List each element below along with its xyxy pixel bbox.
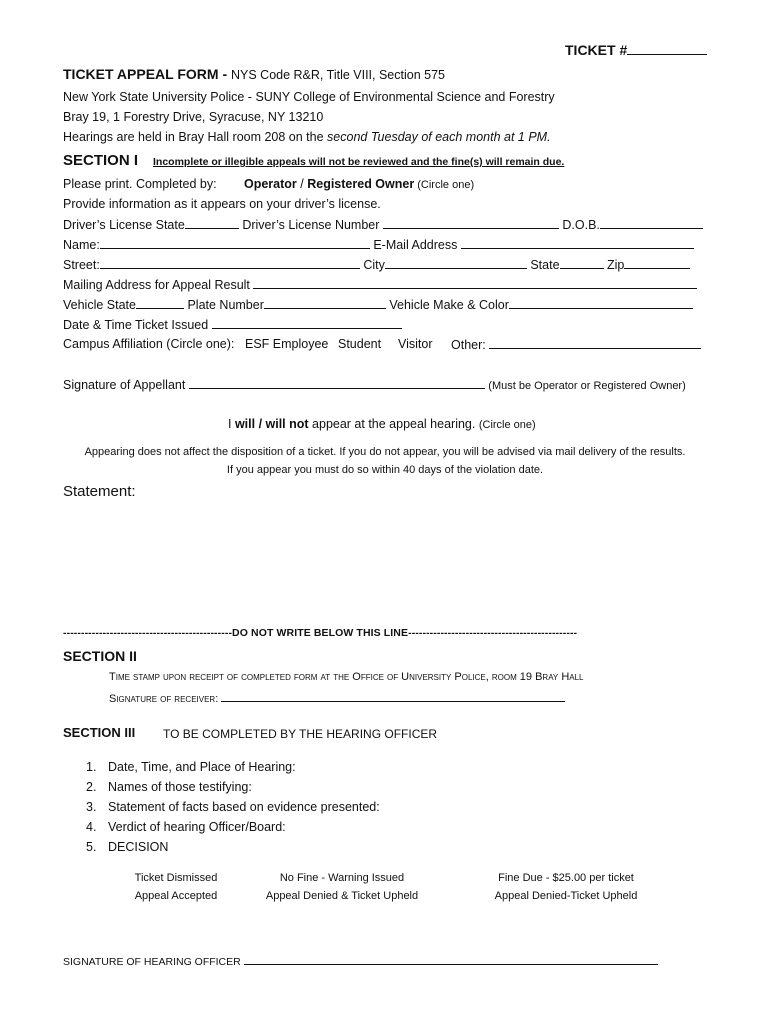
divider-dashes-right: ----------------------------------------------- (408, 627, 578, 639)
city-label: City (363, 258, 385, 272)
statement-area[interactable] (63, 505, 703, 615)
print-label: Please print. Completed by: (63, 177, 217, 191)
ticket-number-line (627, 43, 707, 55)
state-field[interactable] (560, 257, 604, 269)
officer-signature-row (63, 953, 658, 968)
receiver-signature-row (109, 690, 565, 705)
name-field[interactable] (100, 237, 370, 249)
email-label: E-Mail Address (373, 238, 458, 252)
hearing-item-4: 4. Verdict of hearing Officer/Board: (86, 820, 286, 834)
affiliation-esf-employee[interactable]: ESF Employee (245, 337, 329, 351)
hearing-item-3: 3. Statement of facts based on evidence presented: (86, 800, 380, 814)
officer-signature-field[interactable] (244, 953, 658, 965)
hearings-schedule: second Tuesday of each month at 1 PM. (327, 130, 551, 144)
street-label: Street: (63, 258, 100, 272)
date-time-row (63, 317, 402, 332)
section-1-warning: Incomplete or illegible appeals will not be reviewed and the fine(s) will remain due. (153, 156, 565, 168)
name-row (63, 237, 694, 252)
time-stamp-text: Time stamp upon receipt of completed form at the Office of University Police, room 19 Bray Hall (109, 671, 584, 683)
section-3-heading: SECTION III (63, 725, 136, 740)
appear-rest: appear at the appeal hearing. (308, 417, 479, 431)
hearing-item-2: 2. Names of those testifying: (86, 780, 252, 794)
date-time-field[interactable] (212, 317, 402, 329)
dl-number-field[interactable] (383, 217, 559, 229)
street-field[interactable] (100, 257, 360, 269)
email-field[interactable] (461, 237, 694, 249)
hearing-item-text: DECISION (108, 840, 169, 854)
affiliation-other (451, 337, 701, 352)
header-line-1: New York State University Police - SUNY College of Environmental Science and Forestry (63, 90, 555, 104)
decision-denied-ticket-upheld[interactable]: Appeal Denied-Ticket Upheld (494, 890, 638, 902)
city-field[interactable] (385, 257, 527, 269)
dob-field[interactable] (600, 217, 703, 229)
section-1-heading: SECTION I (63, 152, 139, 169)
hearing-item-1: 1. Date, Time, and Place of Hearing: (86, 760, 296, 774)
decision-fine-due[interactable]: Fine Due - $25.00 per ticket (498, 872, 634, 884)
ticket-number-field[interactable] (565, 42, 707, 58)
date-time-label: Date & Time Ticket Issued (63, 318, 209, 332)
hearing-item-text: Statement of facts based on evidence presented: (108, 800, 380, 814)
completed-by-options[interactable] (244, 177, 474, 191)
operator-option[interactable]: Operator (244, 177, 297, 191)
provide-info-text: Provide information as it appears on your driver’s license. (63, 197, 381, 211)
dob-label: D.O.B. (562, 218, 600, 232)
state-label: State (530, 258, 560, 272)
hearings-text: Hearings are held in Bray Hall room 208 on the (63, 130, 328, 144)
appearing-note-2: If you appear you must do so within 40 days of the violation date. (226, 464, 544, 476)
hearing-item-text: Date, Time, and Place of Hearing: (108, 760, 296, 774)
appellant-signature-note: (Must be Operator or Registered Owner) (488, 380, 686, 392)
appear-circle-note: (Circle one) (478, 419, 536, 431)
appearance-choice[interactable] (228, 417, 536, 431)
appellant-signature-row (63, 377, 686, 392)
mailing-address-label: Mailing Address for Appeal Result (63, 278, 250, 292)
appearing-note-1: Appearing does not affect the disposition of a ticket. If you do not appear, you will be advised via mail delivery of the results. (84, 446, 686, 458)
vehicle-make-color-label: Vehicle Make & Color (389, 298, 509, 312)
plate-number-field[interactable] (264, 297, 386, 309)
dl-number-label: Driver’s License Number (242, 218, 380, 232)
divider-dashes-left: ----------------------------------------------- (63, 627, 233, 639)
dl-state-field[interactable] (185, 217, 239, 229)
completed-by-row (63, 177, 217, 191)
decision-no-fine[interactable]: No Fine - Warning Issued (279, 872, 405, 884)
appear-prefix: I (228, 417, 235, 431)
do-not-write-divider (63, 627, 577, 639)
vehicle-make-color-field[interactable] (509, 297, 693, 309)
decision-dismissed[interactable]: Ticket Dismissed (134, 872, 218, 884)
hearing-item-text: Names of those testifying: (108, 780, 252, 794)
registered-owner-option[interactable]: Registered Owner (307, 177, 415, 191)
mailing-address-row (63, 277, 697, 292)
officer-signature-label: SIGNATURE OF HEARING OFFICER (63, 956, 241, 968)
plate-number-label: Plate Number (187, 298, 264, 312)
dl-state-label: Driver’s License State (63, 218, 185, 232)
appellant-signature-label: Signature of Appellant (63, 378, 186, 392)
divider-text: DO NOT WRITE BELOW THIS LINE (232, 627, 409, 639)
affiliation-visitor[interactable]: Visitor (398, 337, 433, 351)
section-2-heading: SECTION II (63, 648, 137, 664)
decision-denied-upheld[interactable]: Appeal Denied & Ticket Upheld (265, 890, 419, 902)
ticket-number-label: TICKET # (565, 42, 628, 58)
mailing-address-field[interactable] (253, 277, 697, 289)
affiliation-other-field[interactable] (489, 337, 701, 349)
receiver-signature-label: Signature of receiver: (109, 693, 219, 705)
campus-affiliation-label: Campus Affiliation (Circle one): (63, 337, 235, 351)
street-row (63, 257, 690, 272)
form-title-code: NYS Code R&R, Title VIII, Section 575 (231, 68, 445, 82)
affiliation-student[interactable]: Student (338, 337, 382, 351)
zip-label: Zip (607, 258, 625, 272)
form-title-main: TICKET APPEAL FORM - (63, 66, 231, 82)
vehicle-row (63, 297, 693, 312)
header-line-2: Bray 19, 1 Forestry Drive, Syracuse, NY 13210 (63, 110, 324, 124)
will-will-not-option[interactable]: will / will not (234, 417, 309, 431)
drivers-license-row (63, 217, 703, 232)
circle-one-note: (Circle one) (414, 179, 475, 191)
hearings-info (63, 130, 551, 144)
hearing-item-5: 5. DECISION (86, 840, 169, 854)
vehicle-state-field[interactable] (136, 297, 184, 309)
statement-label: Statement: (63, 483, 136, 500)
option-separator: / (296, 177, 308, 191)
vehicle-state-label: Vehicle State (63, 298, 136, 312)
name-label: Name: (63, 238, 100, 252)
hearing-item-text: Verdict of hearing Officer/Board: (108, 820, 286, 834)
section-3-subheading: TO BE COMPLETED BY THE HEARING OFFICER (163, 727, 438, 741)
zip-field[interactable] (624, 257, 690, 269)
form-title (63, 66, 445, 82)
decision-accepted[interactable]: Appeal Accepted (134, 890, 218, 902)
appellant-signature-field[interactable] (189, 377, 485, 389)
affiliation-other-label[interactable]: Other: (451, 338, 486, 352)
receiver-signature-field[interactable] (221, 690, 565, 702)
